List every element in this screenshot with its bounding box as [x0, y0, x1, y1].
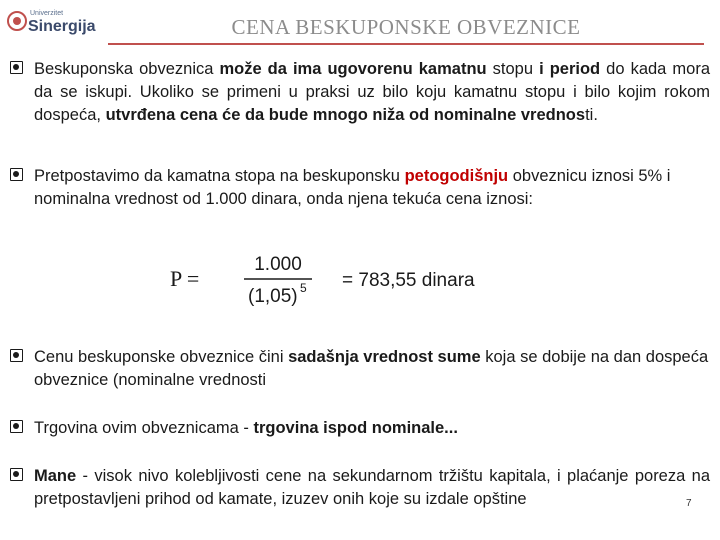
logo-small-text: Univerzitet: [30, 10, 64, 17]
title-divider: [108, 43, 704, 45]
bullet-2: [10, 165, 710, 211]
logo-name: Sinergija: [28, 18, 96, 35]
bullet-2-text: Pretpostavimo da kamatna stopa na beskuponsku petogodišnju obveznicu iznosi 5% i nominalna vrednost od 1.000 dinara, onda njena tekuća cena iznosi:: [34, 167, 671, 208]
formula-exponent: 5: [300, 281, 307, 295]
title-area: [108, 14, 704, 45]
formula-lhs: P =: [170, 266, 200, 291]
university-logo: [6, 4, 102, 38]
bullet-4-text: Trgovina ovim obveznicama - trgovina ispod nominale...: [34, 419, 458, 437]
slide-title: CENA BESKUPONSKE OBVEZNICE: [231, 15, 581, 39]
checkbox-bullet-icon: [10, 61, 23, 74]
checkbox-bullet-icon: [10, 349, 23, 362]
page-number: 7: [686, 498, 692, 509]
bullet-3: [10, 346, 710, 392]
checkbox-bullet-icon: [10, 468, 23, 481]
bullet-1: [10, 58, 710, 127]
formula-numerator: 1.000: [254, 254, 302, 275]
formula-denominator: (1,05): [248, 286, 298, 307]
checkbox-bullet-icon: [10, 420, 23, 433]
bullet-5: [10, 465, 710, 511]
formula-rhs: = 783,55 dinara: [342, 270, 475, 291]
bullet-1-text: Beskuponska obveznica može da ima ugovorenu kamatnu stopu i period do kada mora da se iskupi. Ukoliko se primeni u praksi uz bilo koju kamatnu stopu i bilo kojim rokom dospeća, utvrđena cena će da bude mnogo niža od nominalne vrednosti.: [34, 60, 711, 124]
price-formula: [170, 252, 530, 312]
bullet-3-text: Cenu beskuponske obveznice čini sadašnja vrednost sume koja se dobije na dan dospeća obveznice (nominalne vrednosti: [34, 348, 709, 389]
checkbox-bullet-icon: [10, 168, 23, 181]
bullet-4: [10, 417, 710, 440]
bullet-5-text: Mane - visok nivo kolebljivosti cene na sekundarnom tržištu kapitala, i plaćanje poreza na pretpostavljeni prihod od kamate, izuzev onih koje su izdale opštine: [34, 467, 710, 508]
